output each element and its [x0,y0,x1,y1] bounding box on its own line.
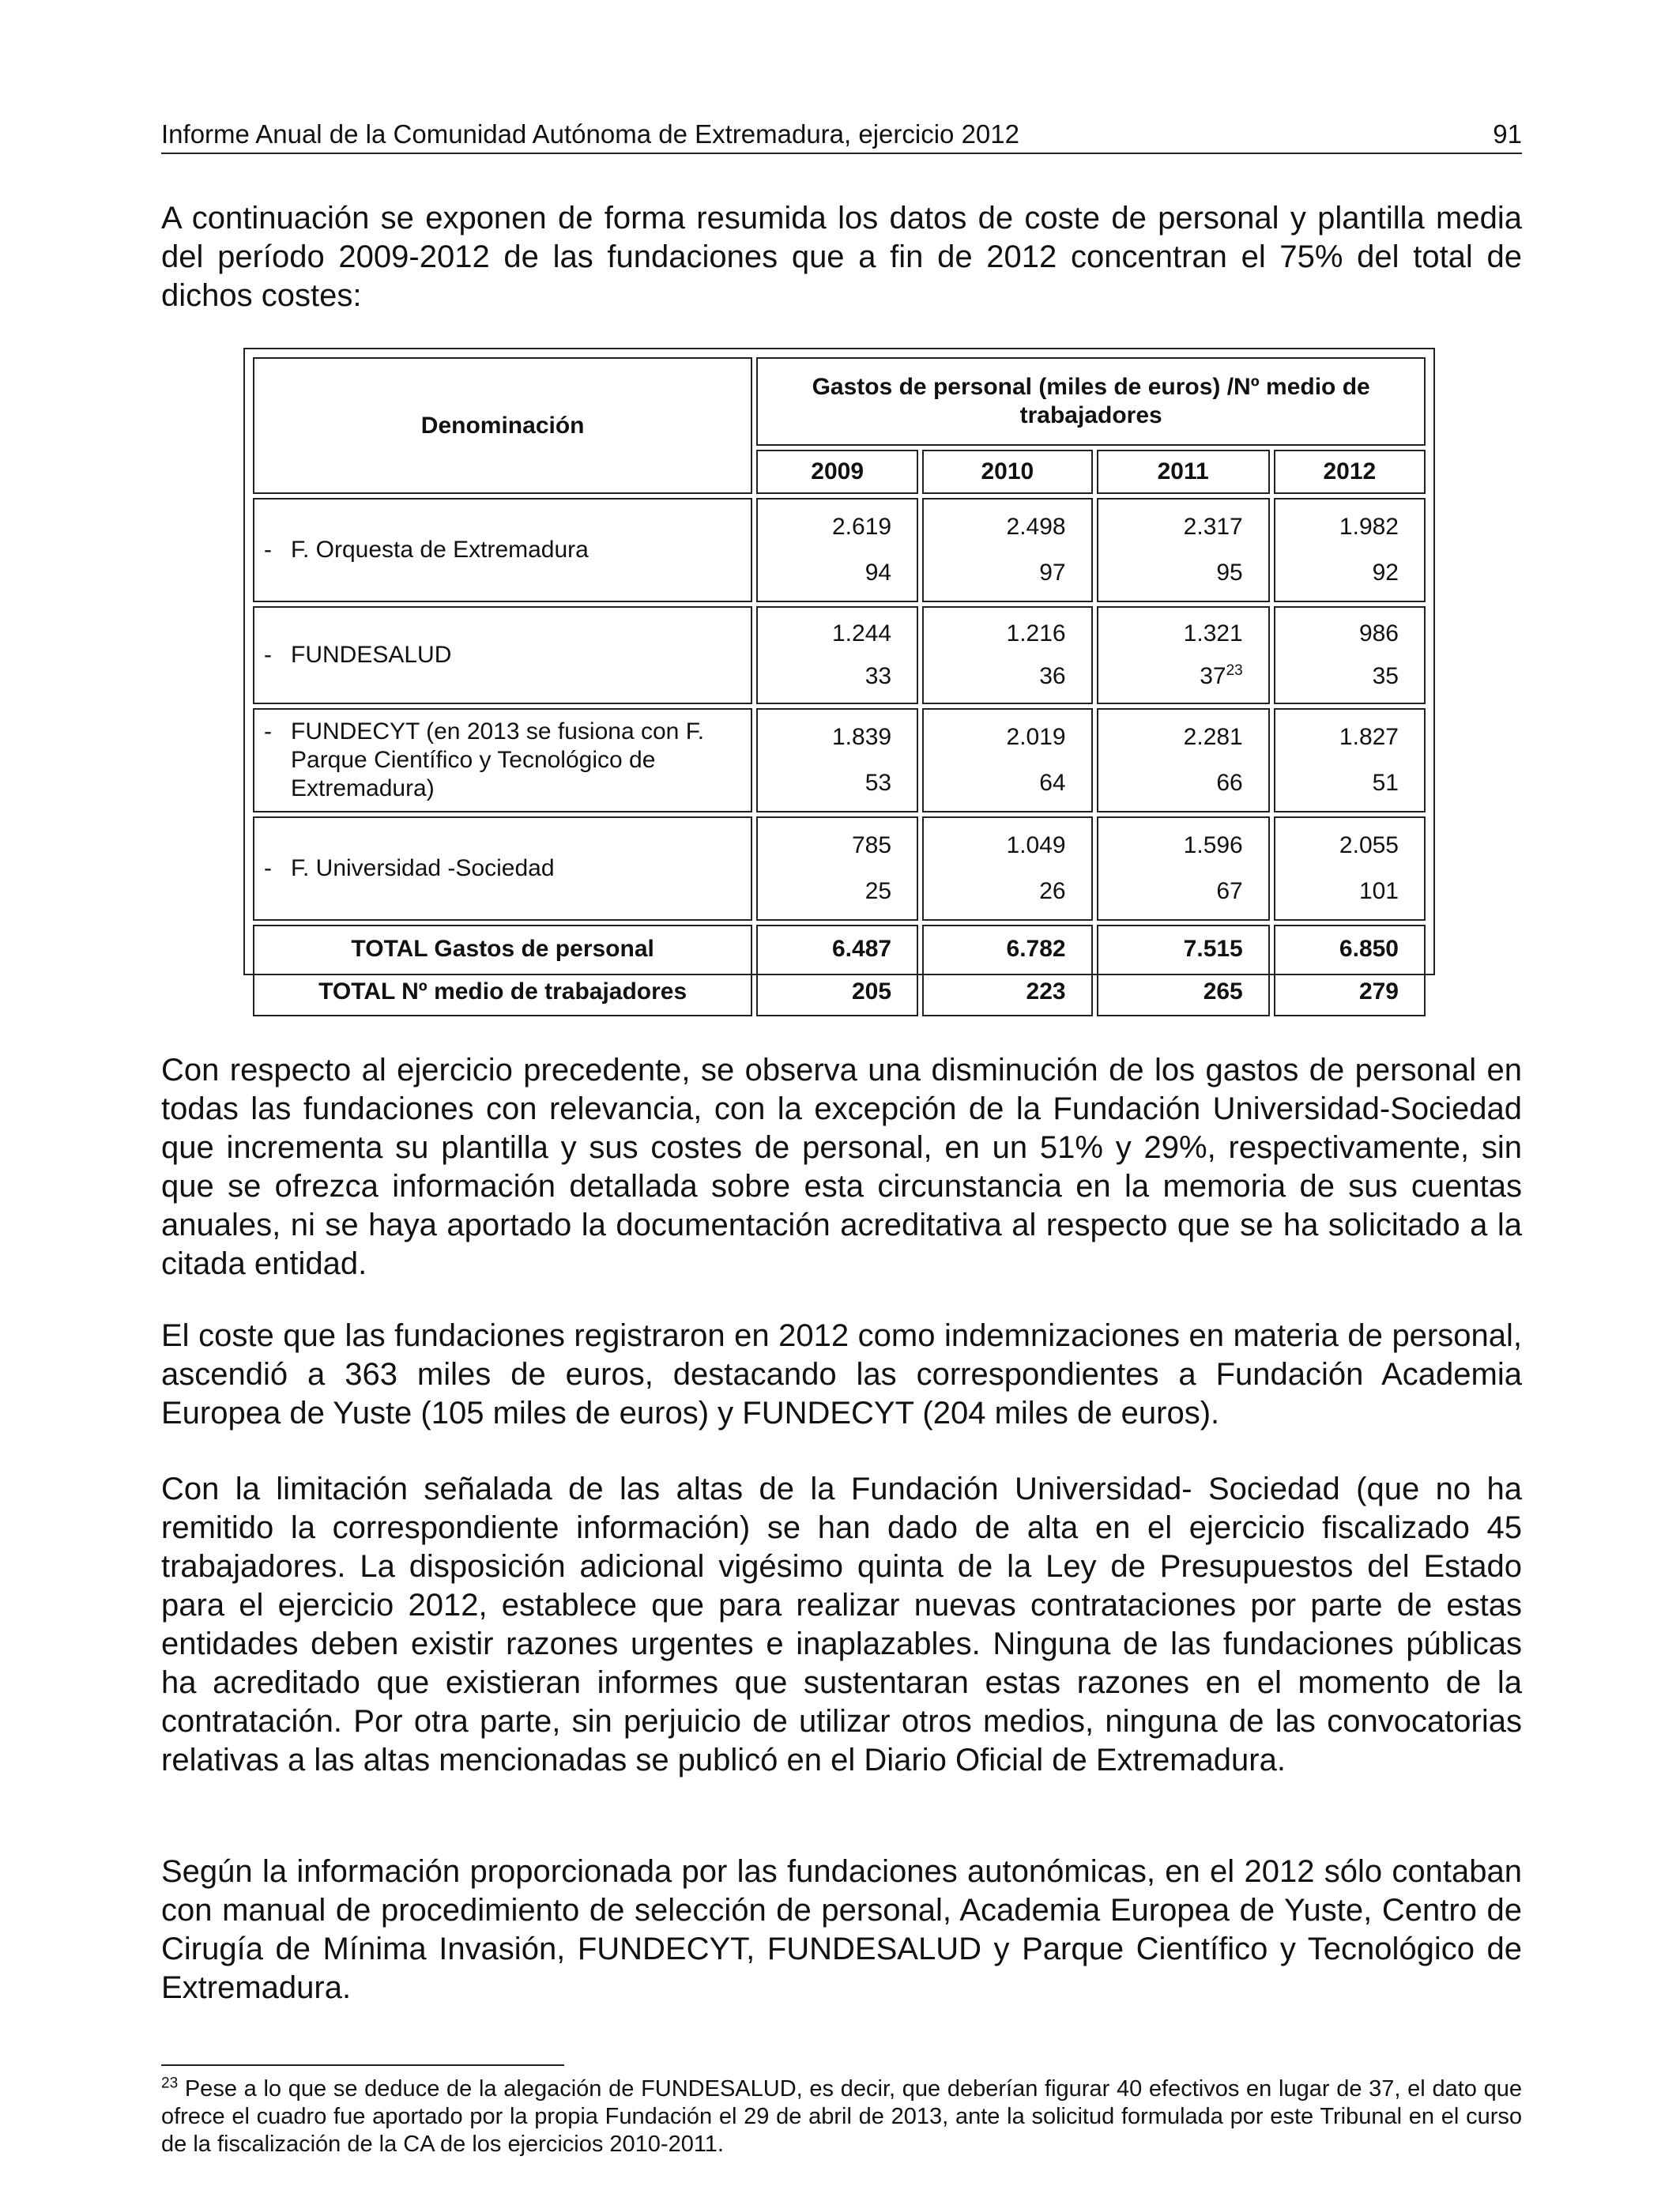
gastos-value: 785 [852,832,892,858]
gastos-value: 2.281 [1183,724,1243,750]
value-cell [1274,606,1426,704]
table-header-row [253,357,1426,446]
total-trabajadores-value: 279 [1358,978,1399,1005]
trabajadores-value: 25 [864,878,892,904]
gastos-value: 1.596 [1183,832,1243,858]
value-cell [1097,498,1270,602]
row-name-cell [253,606,752,704]
trabajadores-value: 94 [864,560,892,586]
row-name: F. Universidad -Sociedad [291,855,555,881]
table-row [253,708,1426,812]
running-header [161,119,1522,154]
row-dash: - [264,642,272,668]
row-dash: - [264,718,272,745]
trabajadores-value: 64 [1039,770,1066,796]
header-year-2011: 2011 [1097,450,1270,494]
total-gastos-value: 6.782 [1006,936,1066,962]
total-trabajadores-value: 265 [1203,978,1243,1005]
trabajadores-value: 37 [1200,663,1226,689]
paragraph-manual-seleccion: Según la información proporcionada por las fundaciones autonómicas, en el 2012 sólo contaban con manual de procedimiento de selección de personal, Academia Europea de Yuste, Centro de Cirugía de Mínima Invasión, FUNDECYT, FUNDESALUD y Parque Científico y Tecnológico de Extremadura. [161,1854,1522,2005]
gastos-value: 1.216 [1006,620,1066,647]
trabajadores-value: 36 [1039,663,1066,689]
paragraph-universidad-sociedad: Con respecto al ejercicio precedente, se observa una disminución de los gastos de personal en todas las fundaciones con relevancia, con la excepción de la Fundación Universidad-Sociedad que incrementa su plantilla y sus costes de personal, en un 51% y 29%, respectivamente, sin que se ofrezca información detallada sobre esta circunstancia en la memoria de sus cuentas anuales, ni se haya aportado la documentación acreditativa al respecto que se ha solicitado a la citada entidad. [161,1053,1522,1281]
gastos-value: 986 [1358,620,1399,647]
gastos-value: 2.619 [831,514,892,540]
total-value-cell [922,925,1093,1016]
trabajadores-value: 53 [864,770,892,796]
gastos-value: 1.321 [1183,620,1243,647]
total-trabajadores-value: 223 [1026,978,1066,1005]
trabajadores-value: 66 [1216,770,1243,796]
table-total-row [253,925,1426,1016]
total-trabajadores-label: TOTAL Nº medio de trabajadores [318,978,687,1005]
value-cell [756,498,918,602]
trabajadores-value: 26 [1039,878,1066,904]
value-cell [922,816,1093,921]
header-gastos-trabajadores: Gastos de personal (miles de euros) /Nº medio de trabajadores [756,357,1426,446]
gastos-value: 1.827 [1339,724,1399,750]
gastos-value: 2.317 [1183,514,1243,540]
value-cell [1274,498,1426,602]
value-cell [1097,816,1270,921]
value-cell [1274,708,1426,812]
row-name: FUNDECYT (en 2013 se fusiona con F. Parque Científico y Tecnológico de Extremadura) [291,718,705,801]
total-trabajadores-value: 205 [852,978,892,1005]
row-dash: - [264,855,272,881]
trabajadores-value: 101 [1358,878,1399,904]
paragraph-indemnizaciones: El coste que las fundaciones registraron en 2012 como indemnizaciones en materia de personal, ascendió a 363 miles de euros, destacando las correspondientes a Fundación Academia Europea de Yuste (105 miles de euros) y FUNDECYT (204 miles de euros). [161,1318,1522,1431]
page-number: 91 [1493,119,1522,149]
row-name-cell [253,708,752,812]
table-row [253,606,1426,704]
header-denominacion: Denominación [253,357,752,494]
total-value-cell [756,925,918,1016]
total-gastos-value: 6.850 [1339,936,1399,962]
paragraph-altas: Con la limitación señalada de las altas de la Fundación Universidad- Sociedad (que no ha remitido la correspondiente información) se han dado de alta en el ejercicio fiscalizado 45 trabajadores. La disposición adicional vigésimo quinta de la Ley de Presupuestos del Estado para el ejercicio 2012, establece que para realizar nuevas contrataciones por parte de estas entidades deben existir razones urgentes e inaplazables. Ninguna de las fundaciones públicas ha acreditado que existieran informes que sustentaran estas razones en el momento de la contratación. Por otra parte, sin perjuicio de utilizar otros medios, ninguna de las convocatorias relativas a las altas mencionadas se publicó en el Diario Oficial de Extremadura. [161,1472,1522,1777]
gastos-value: 1.982 [1339,514,1399,540]
intro-paragraph: A continuación se exponen de forma resumida los datos de coste de personal y plantilla media del período 2009-2012 de las fundaciones que a fin de 2012 concentran el 75% del total de dichos costes: [161,201,1522,313]
footnote-text: Pese a lo que se deduce de la alegación de FUNDESALUD, es decir, que deberían figurar 40 efectivos en lugar de 37, el dato que ofrece el cuadro fue aportado por la propia Fundación el 29 de abril de 2013, ante la solicitud formulada por este Tribunal en el curso de la fiscalización de la CA de los ejercicios 2010-2011. [161,2076,1522,2157]
value-cell [756,606,918,704]
trabajadores-value: 33 [864,663,892,689]
footnote-ref-23[interactable]: 23 [1226,662,1243,679]
gastos-value: 2.055 [1339,832,1399,858]
row-name-cell [253,816,752,921]
header-year-2012: 2012 [1274,450,1426,494]
gastos-value: 2.498 [1006,514,1066,540]
row-dash: - [264,537,272,563]
total-value-cell [1274,925,1426,1016]
value-cell [1274,816,1426,921]
value-cell [922,606,1093,704]
header-year-2010: 2010 [922,450,1093,494]
report-title: Informe Anual de la Comunidad Autónoma de Extremadura, ejercicio 2012 [161,119,1019,149]
gastos-value: 1.839 [831,724,892,750]
total-gastos-value: 7.515 [1183,936,1243,962]
trabajadores-value: 97 [1039,560,1066,586]
value-cell [756,816,918,921]
value-cell [1097,708,1270,812]
footnote-23 [161,2075,1522,2158]
trabajadores-value: 35 [1372,663,1399,689]
footnote-divider [161,2064,564,2066]
total-value-cell [1097,925,1270,1016]
value-cell [922,708,1093,812]
trabajadores-value: 92 [1372,560,1399,586]
header-year-2009: 2009 [756,450,918,494]
table-row [253,816,1426,921]
row-name: F. Orquesta de Extremadura [291,537,589,563]
value-cell [756,708,918,812]
total-labels-cell [253,925,752,1016]
gastos-value: 1.049 [1006,832,1066,858]
total-gastos-value: 6.487 [831,936,892,962]
gastos-value: 1.244 [831,620,892,647]
trabajadores-value: 95 [1216,560,1243,586]
gastos-value: 2.019 [1006,724,1066,750]
trabajadores-value-with-note [1098,655,1243,698]
total-gastos-label: TOTAL Gastos de personal [351,936,654,962]
personnel-cost-table [249,353,1430,1020]
footnote-number: 23 [161,2075,179,2092]
row-name: FUNDESALUD [291,642,452,668]
value-cell [922,498,1093,602]
trabajadores-value: 51 [1372,770,1399,796]
row-name-cell [253,498,752,602]
table-row [253,498,1426,602]
value-cell [1097,606,1270,704]
personnel-cost-table-frame [243,348,1435,1005]
trabajadores-value: 67 [1216,878,1243,904]
